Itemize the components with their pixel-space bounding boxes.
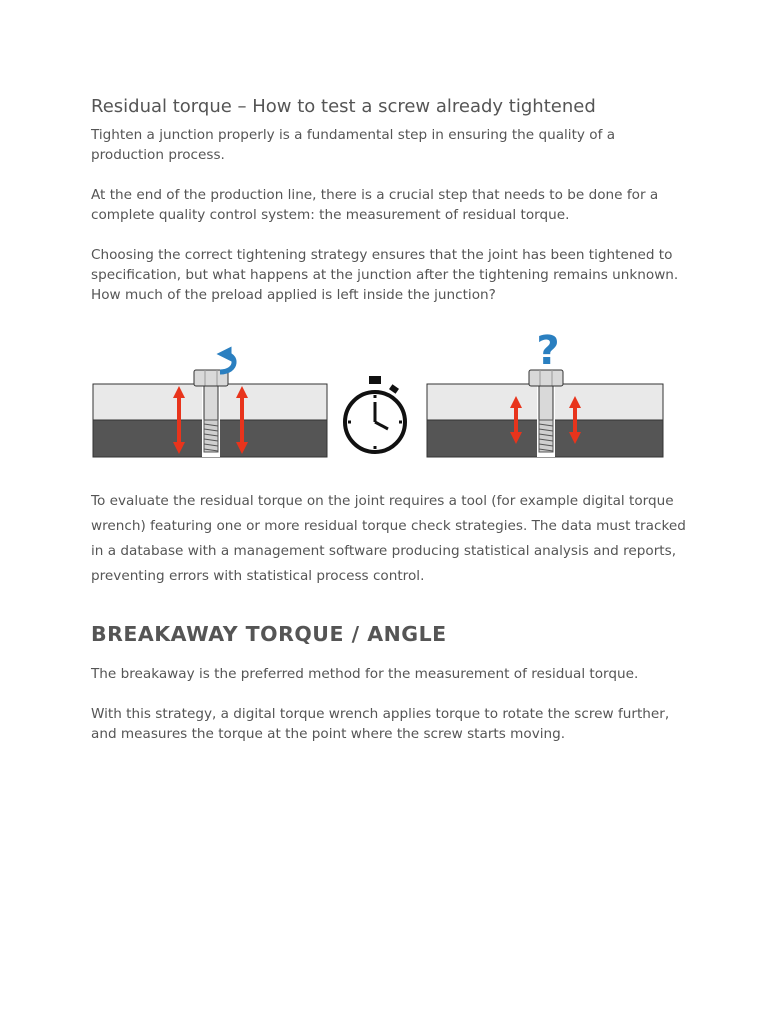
paragraph-evaluate: To evaluate the residual torque on the joint requires a tool (for example digital torque wrench) featuring one or more residual torque check strategies. The data must tracked in a database with a management software producing statistical analysis and reports, preventing errors with statistical process control. (91, 493, 686, 584)
residual-joint (427, 370, 663, 457)
paragraph-intro: Tighten a junction properly is a fundamental step in ensuring the quality of a production process. (91, 127, 616, 163)
question-mark-icon: ? (536, 328, 560, 374)
article-title: Residual torque – How to test a screw already tightened (91, 96, 596, 117)
residual-torque-illustration (88, 326, 668, 466)
rotation-arrow-icon (220, 354, 234, 372)
paragraph-strategy: Choosing the correct tightening strategy ensures that the joint has been tightened to specification, but what happens at the junction after the tightening remains unknown. How much of the preload applied is left inside the junction? (91, 247, 679, 303)
paragraph-production-line: At the end of the production line, there is a crucial step that needs to be done for a complete quality control system: the measurement of residual torque. (91, 187, 659, 223)
paragraph-strategy-detail: With this strategy, a digital torque wrench applies torque to rotate the screw further, and measures the torque at the point where the screw starts moving. (91, 706, 670, 742)
paragraph-breakaway: The breakaway is the preferred method for the measurement of residual torque. (91, 666, 639, 682)
section-heading: BREAKAWAY TORQUE / ANGLE (91, 622, 447, 646)
stopwatch-icon (345, 376, 405, 452)
tightened-joint (93, 370, 327, 457)
